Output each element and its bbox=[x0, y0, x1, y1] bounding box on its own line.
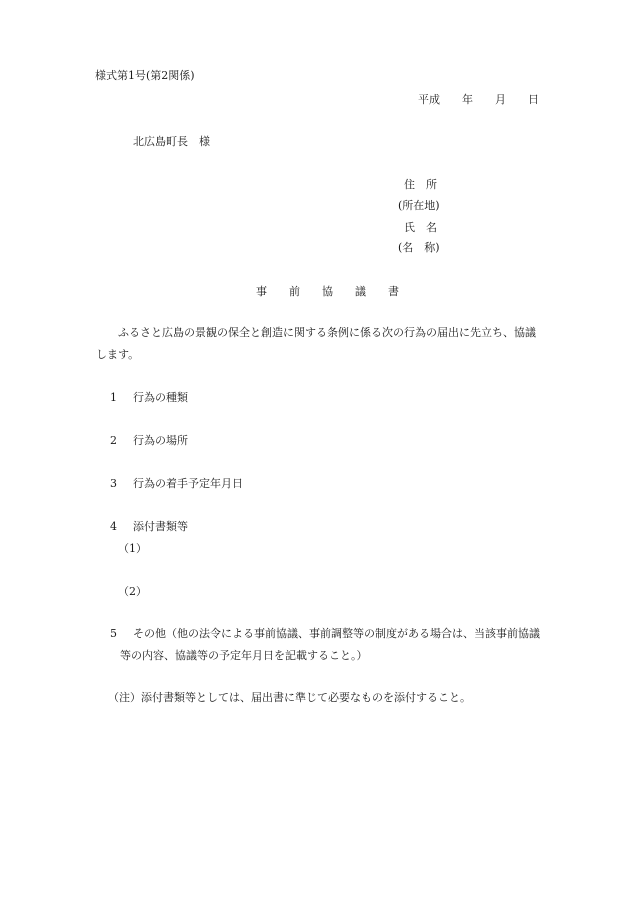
applicant-address-sublabel: (所在地) bbox=[398, 199, 440, 212]
applicant-name-sublabel: (名 称) bbox=[398, 241, 440, 254]
item-type-of-act: 行為の種類 bbox=[133, 391, 188, 404]
item-place-of-act: 行為の場所 bbox=[133, 434, 188, 447]
date-line: 平成 年 月 日 bbox=[418, 93, 539, 106]
applicant-name-label: 氏 名 bbox=[404, 221, 437, 234]
attachment-subitem-2: （2） bbox=[118, 585, 147, 598]
intro-paragraph-line-2: します。 bbox=[96, 348, 140, 361]
item-other-continuation: 等の内容、協議等の予定年月日を記載すること。） bbox=[120, 649, 368, 662]
addressee: 北広島町長 様 bbox=[133, 135, 210, 148]
attachment-subitem-1: （1） bbox=[118, 542, 147, 555]
item-number: 5 bbox=[110, 627, 117, 640]
item-number: 1 bbox=[110, 391, 117, 404]
item-number: 3 bbox=[110, 477, 117, 490]
footnote: （注）添付書類等としては、届出書に準じて必要なものを添付すること。 bbox=[108, 691, 471, 704]
item-number: 2 bbox=[110, 434, 117, 447]
item-number: 4 bbox=[110, 520, 117, 533]
intro-paragraph-line-1: ふるさと広島の景観の保全と創造に関する条例に係る次の行為の届出に先立ち、協議 bbox=[118, 326, 536, 339]
document-title: 事 前 協 議 書 bbox=[256, 285, 399, 298]
form-number: 様式第1号(第2関係) bbox=[95, 69, 195, 82]
item-attachments: 添付書類等 bbox=[133, 520, 188, 533]
item-start-date: 行為の着手予定年月日 bbox=[133, 477, 243, 490]
applicant-address-label: 住 所 bbox=[404, 178, 437, 191]
item-other: その他（他の法令による事前協議、事前調整等の制度がある場合は、当該事前協議 bbox=[133, 627, 540, 640]
